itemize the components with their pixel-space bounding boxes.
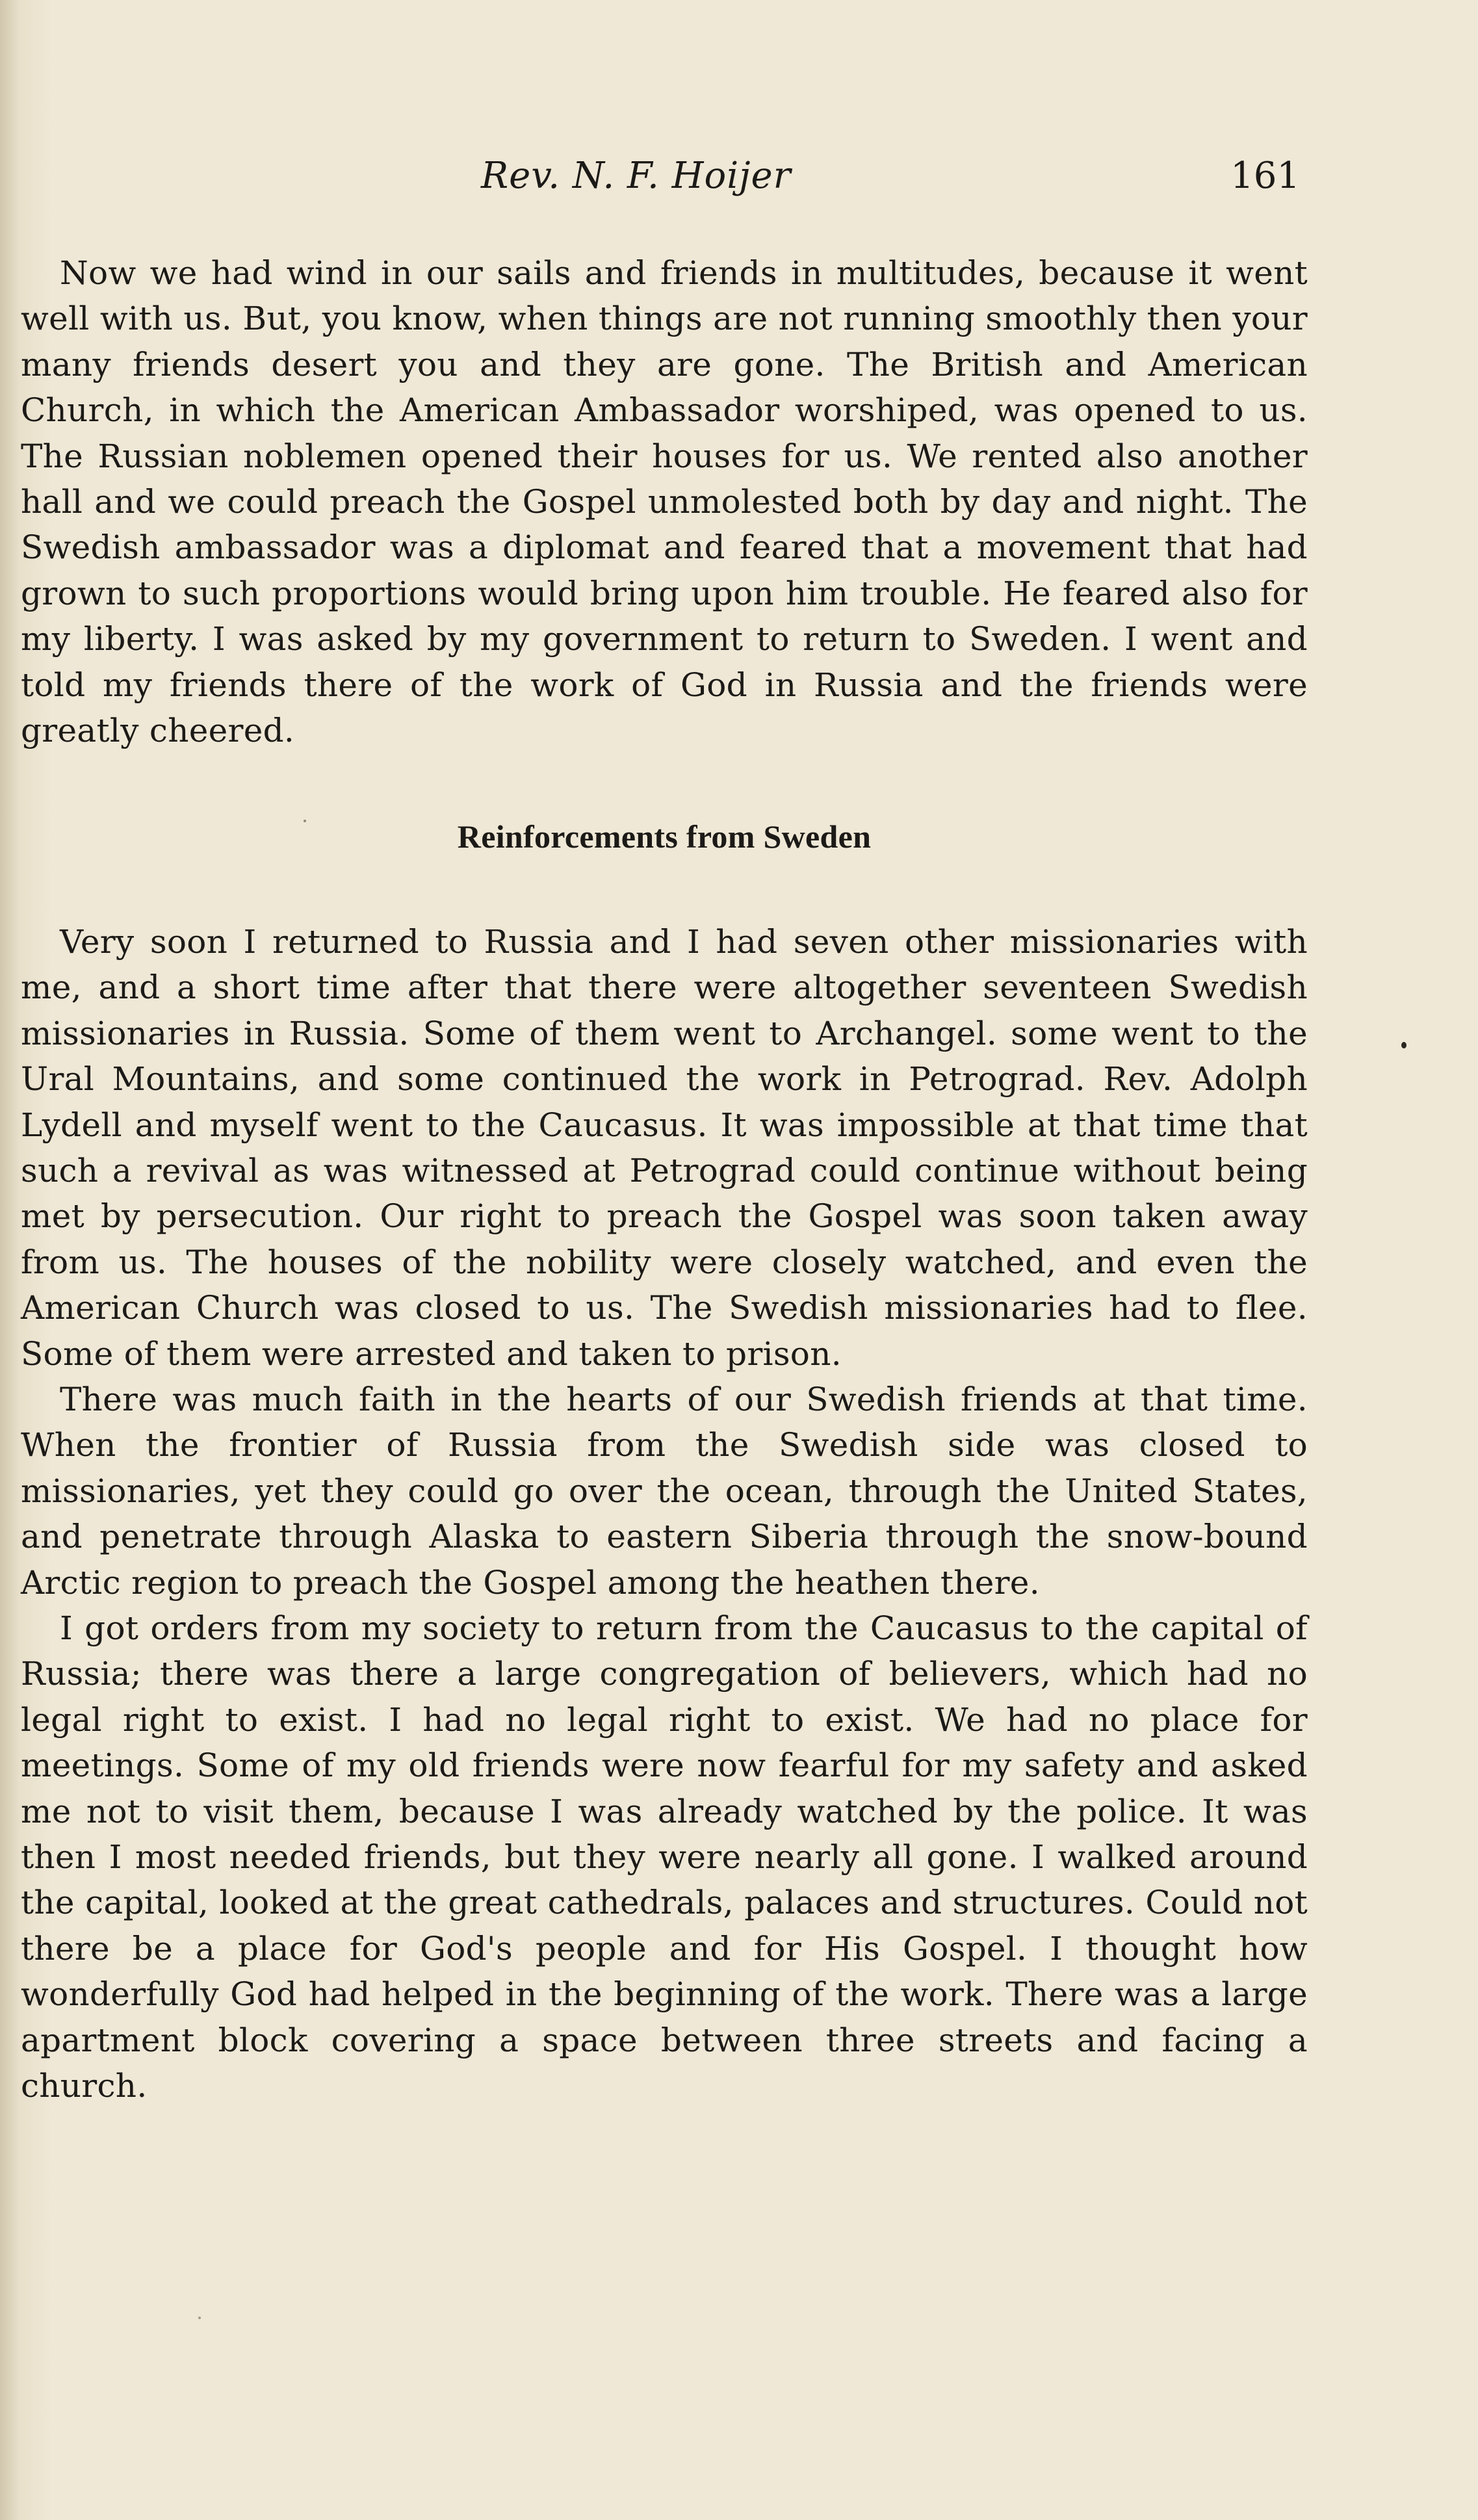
page-body <box>21 250 1308 2109</box>
paragraph: Now we had wind in our sails and friends in multitudes, because it went well with us. But, you know, when things are not running smoothly then your many friends desert you and they are gone. The British and American Church, in which the American Ambassador worshiped, was opened to us. The Russian noblemen opened their houses for us. We rented also another hall and we could preach the Gospel unmolested both by day and night. The Swedish ambassador was a diplomat and feared that a movement that had grown to such proportions would bring upon him trouble. He feared also for my liberty. I was asked by my government to return to Sweden. I went and told my friends there of the work of God in Russia and the friends were greatly cheered. <box>21 254 1308 750</box>
page-number: 161 <box>1230 155 1300 197</box>
paragraph: Very soon I returned to Russia and I had seven other missionaries with me, and a short time after that there were altogether seventeen Swedish missionaries in Russia. Some of them went to Archangel. some went to the Ural Mountains, and some continued the work in Petrograd. Rev. Adolph Lydell and myself went to the Caucasus. It was impossible at that time that such a revival as was witnessed at Petrograd could continue without being met by persecution. Our right to preach the Gospel was soon taken away from us. The houses of the nobility were closely watched, and even the American Church was closed to us. The Swedish missionaries had to flee. Some of them were arrested and taken to prison. <box>21 922 1308 1373</box>
paper-speck <box>1401 1042 1407 1048</box>
page-header <box>26 155 1300 207</box>
running-head: Rev. N. F. Hoijer <box>481 155 792 197</box>
paper-speck <box>304 820 306 822</box>
section-heading: Reinforcements from Sweden <box>457 818 872 855</box>
paper-speck <box>198 2317 201 2319</box>
paragraph: There was much faith in the hearts of our Swedish friends at that time. When the frontier of Russia from the Swedish side was closed to missionaries, yet they could go over the ocean, through the United States, and penetrate through Alaska to eastern Siberia through the snow-bound Arctic region to preach the Gospel among the heathen there. <box>21 1380 1308 1602</box>
paragraph: I got orders from my society to return from the Caucasus to the capital of Russia; there was there a large congregation of believers, which had no legal right to exist. I had no legal right to exist. We had no place for meetings. Some of my old friends were now fearful for my safety and asked me not to visit them, because I was already watched by the police. It was then I most needed friends, but they were nearly all gone. I walked around the capital, looked at the great cathedrals, palaces and structures. Could not there be a place for God's people and for His Gospel. I thought how wonderfully God had helped in the beginning of the work. There was a large apartment block covering a space between three streets and facing a church. <box>21 1609 1308 2105</box>
